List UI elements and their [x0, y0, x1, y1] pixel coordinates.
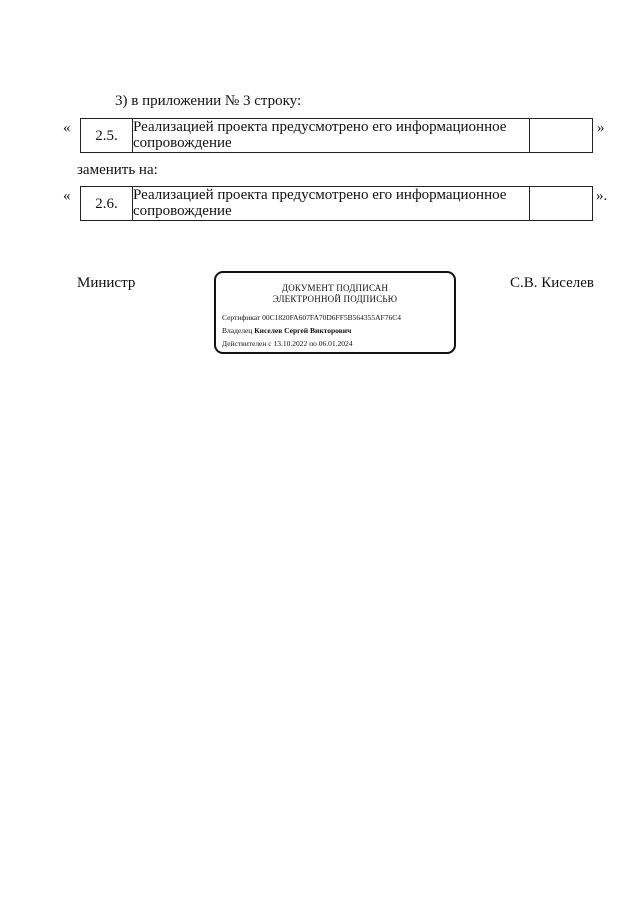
new-row-number: 2.6. [81, 187, 133, 221]
old-row-number: 2.5. [81, 119, 133, 153]
stamp-validity-line [222, 337, 454, 350]
old-row-empty-cell [530, 119, 593, 153]
stamp-certificate-label: Сертификат [222, 313, 261, 322]
new-row-empty-cell [530, 187, 593, 221]
stamp-title-line1: ДОКУМЕНТ ПОДПИСАН [281, 282, 389, 293]
old-row-open-quote: « [63, 120, 71, 136]
replace-label: заменить на: [77, 162, 158, 178]
new-row-text: Реализацией проекта предусмотрено его информационное сопровождение [133, 187, 530, 221]
electronic-signature-stamp [214, 271, 456, 354]
old-row-close-quote: » [597, 120, 605, 136]
stamp-owner-line [222, 324, 454, 337]
new-row-close-quote: ». [596, 188, 608, 204]
old-row-table [80, 118, 593, 153]
signer-name: С.В. Киселев [510, 275, 595, 291]
signer-position: Министр [77, 275, 136, 291]
table-row [81, 119, 593, 153]
stamp-certificate-value: 00C1820FA607FA70D6FF5B564355AF76C4 [262, 313, 401, 322]
stamp-validity-label: Действителен [222, 339, 267, 348]
old-row-text: Реализацией проекта предусмотрено его информационное сопровождение [133, 119, 530, 153]
stamp-details [216, 311, 454, 350]
stamp-title [216, 283, 454, 305]
stamp-title-line2: ЭЛЕКТРОННОЙ ПОДПИСЬЮ [272, 293, 398, 304]
intro-text: 3) в приложении № 3 строку: [115, 93, 302, 109]
table-row [81, 187, 593, 221]
stamp-owner-label: Владелец [222, 326, 253, 335]
stamp-validity-value: с 13.10.2022 по 06.01.2024 [268, 339, 353, 348]
new-row-open-quote: « [63, 188, 71, 204]
stamp-certificate-line [222, 311, 454, 324]
stamp-owner-value: Киселев Сергей Викторович [254, 326, 352, 335]
new-row-table [80, 186, 593, 221]
